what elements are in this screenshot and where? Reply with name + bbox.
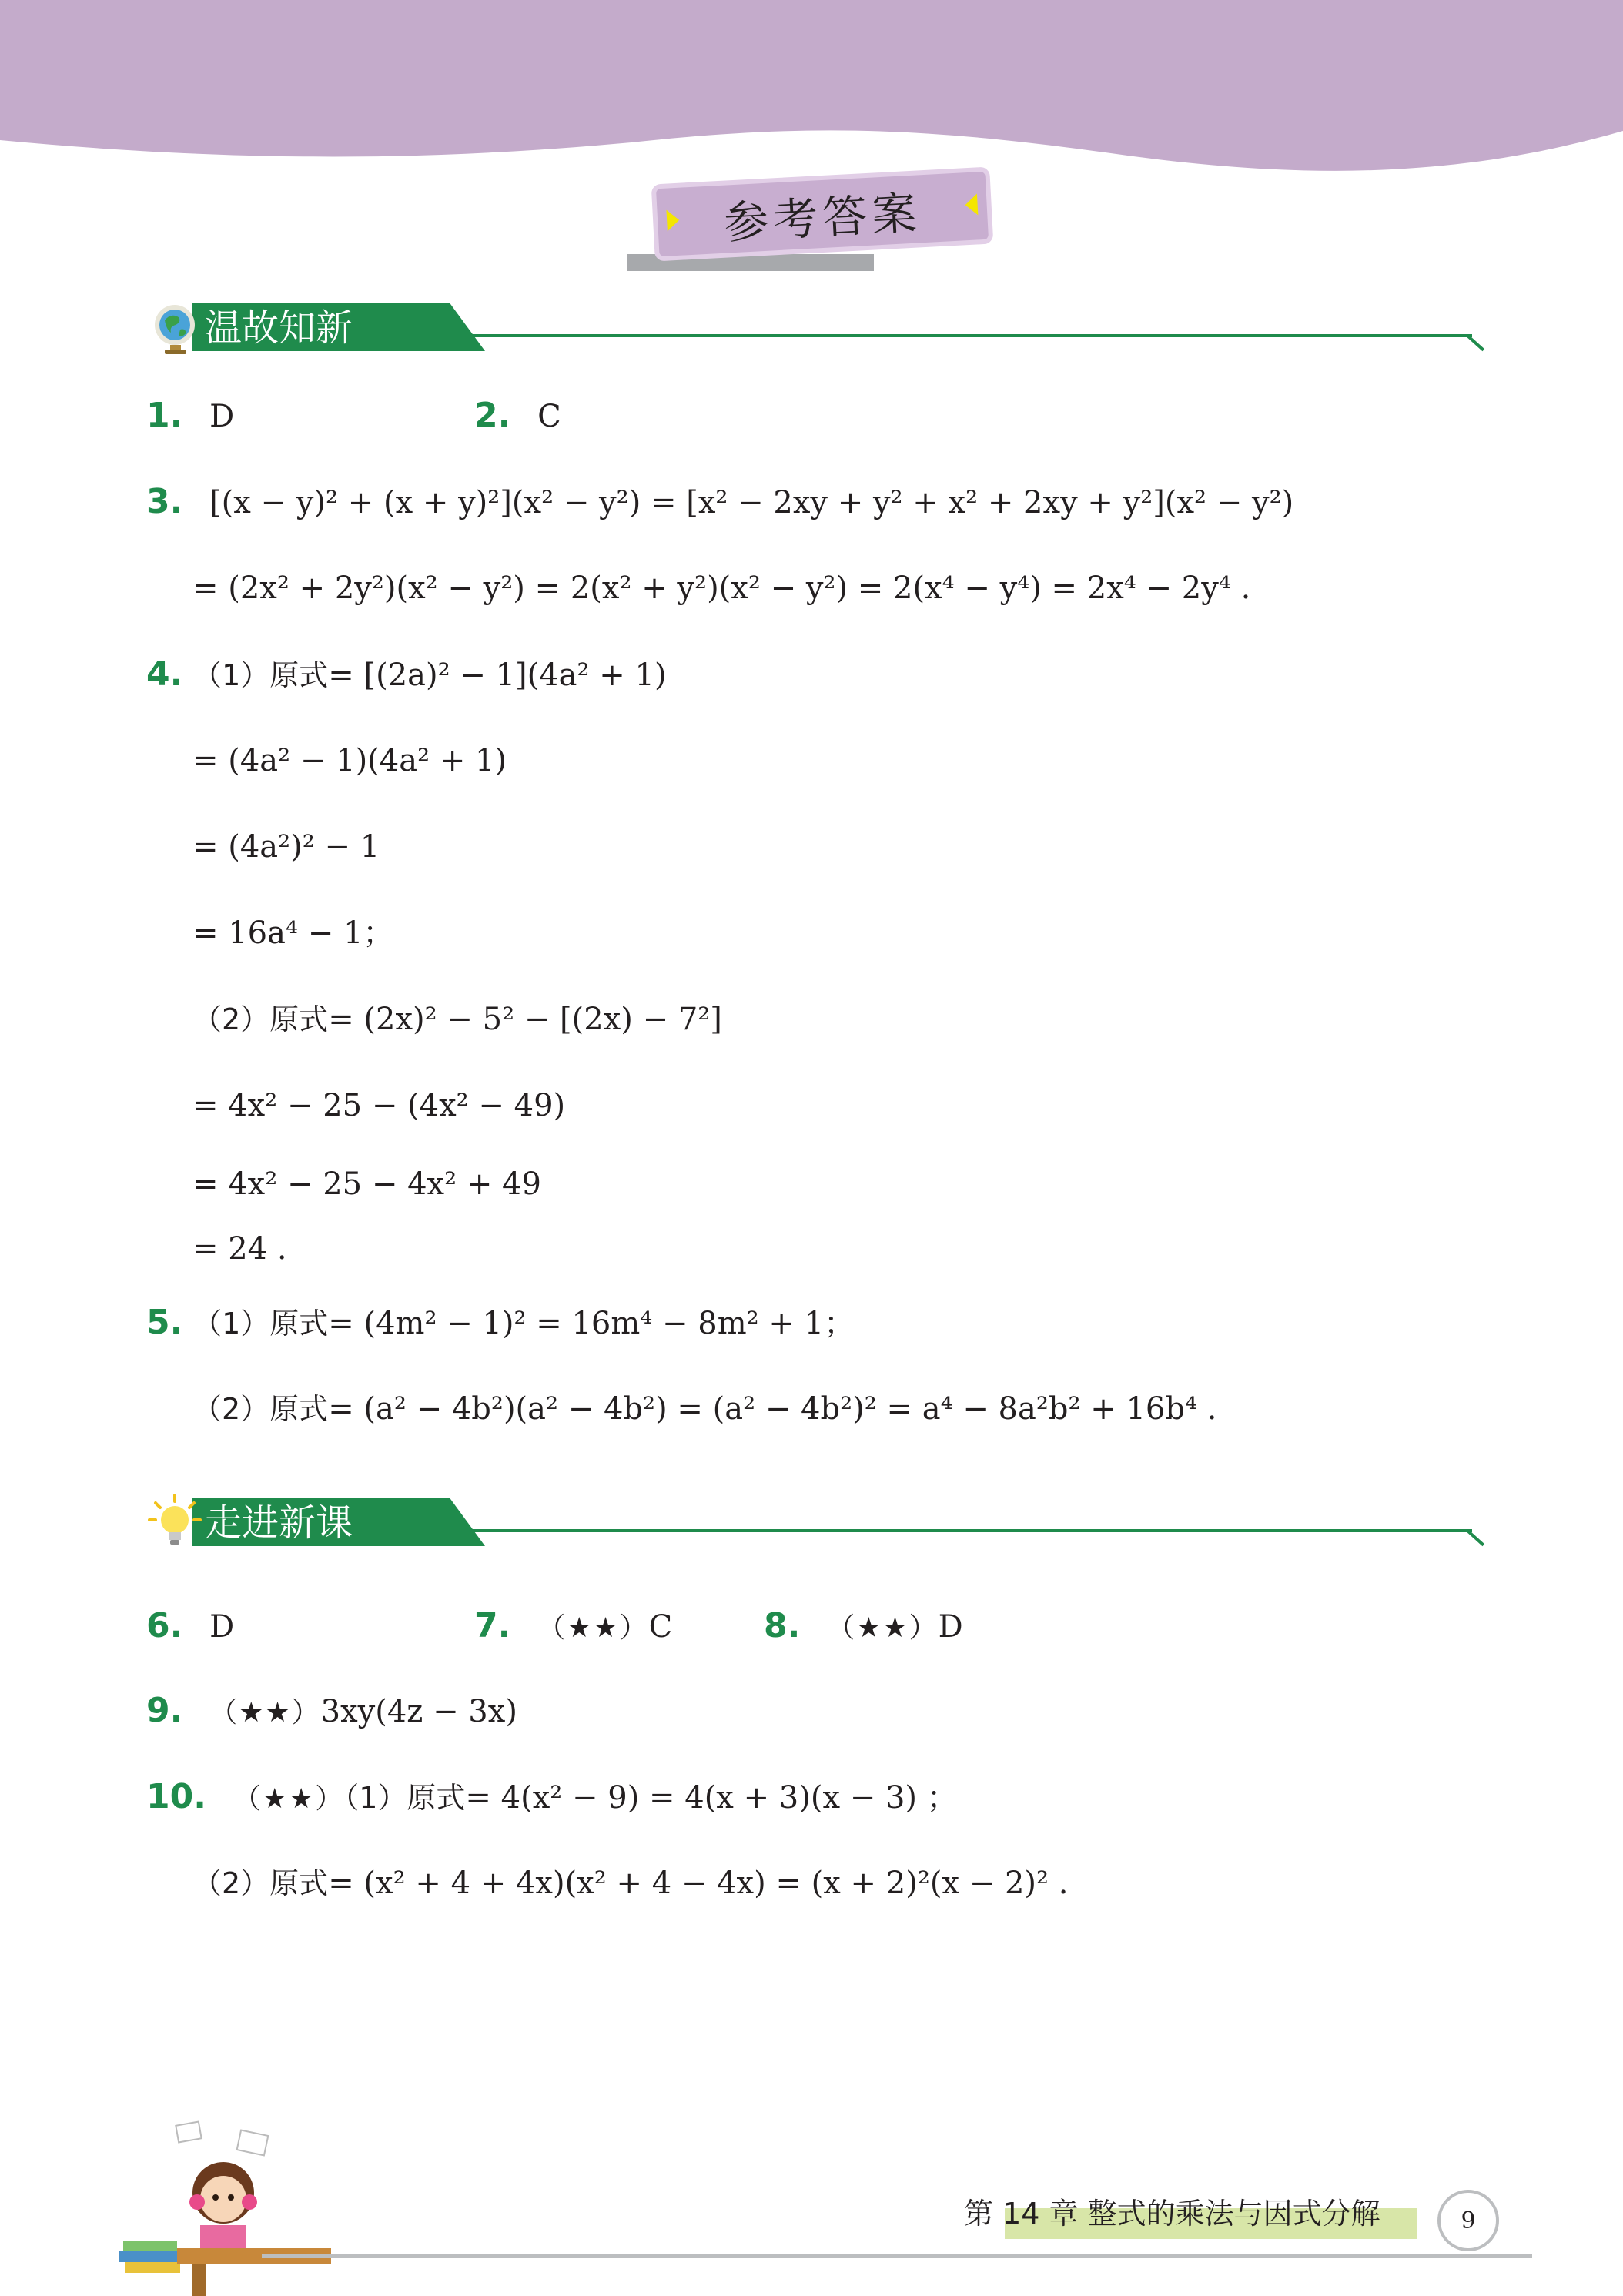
answer-number: 6. <box>146 1606 183 1645</box>
answer-number: 9. <box>146 1691 183 1730</box>
header-wave <box>0 0 1623 185</box>
answer-text: C <box>537 399 561 434</box>
answer-number: 7. <box>474 1606 511 1645</box>
section-header-new-lesson <box>146 1495 1478 1549</box>
answer-number: 5. <box>146 1303 183 1342</box>
answer-4-step: = (4a²)² − 1 <box>192 829 380 865</box>
part-label: （1）原式 <box>192 1307 329 1340</box>
section-rule-end <box>1467 1530 1484 1547</box>
answer-text: = 4(x² − 9) = 4(x + 3)(x − 3) ； <box>465 1780 958 1816</box>
globe-icon <box>146 299 203 356</box>
girl-reading-illustration <box>108 2110 331 2296</box>
part-label: （2）原式 <box>192 1866 329 1900</box>
answer-text: = (x² + 4 + 4x)(x² + 4 − 4x) = (x + 2)²(x − 2)² . <box>328 1866 1069 1901</box>
answer-6 <box>146 1608 234 1645</box>
answer-text: C <box>648 1609 673 1645</box>
answer-text: [(x − y)² + (x + y)²](x² − y²) = [x² − 2xy + y² + x² + 2xy + y²](x² − y²) <box>209 485 1294 520</box>
answer-4-step: = (4a² − 1)(4a² + 1) <box>192 743 507 778</box>
part-label: （2）原式 <box>192 1392 329 1426</box>
answer-number: 8. <box>764 1606 801 1645</box>
answer-text: = (4m² − 1)² = 16m⁴ − 8m² + 1； <box>328 1306 855 1341</box>
answer-10-part-2 <box>192 1865 1069 1902</box>
answer-4-step: = 16a⁴ − 1； <box>192 915 394 951</box>
section-rule <box>436 334 1472 337</box>
difficulty-stars: （★★） <box>209 1697 321 1729</box>
answer-4-part-2 <box>192 1001 722 1038</box>
section-rule <box>436 1529 1472 1532</box>
section-header-review <box>146 300 1478 354</box>
lightbulb-icon <box>146 1494 203 1551</box>
section-title: 走进新课 <box>205 1501 353 1545</box>
section-rule-end <box>1467 335 1484 352</box>
answer-text: = [(2a)² − 1](4a² + 1) <box>328 658 667 693</box>
answer-8 <box>764 1608 963 1647</box>
answer-text: = (a² − 4b²)(a² − 4b²) = (a² − 4b²)² = a⁴ − 8a²b² + 16b⁴ . <box>328 1391 1217 1427</box>
footer-rule <box>262 2254 1532 2258</box>
answer-number: 4. <box>146 654 183 694</box>
badge-right-arrow <box>965 193 978 216</box>
answer-5-part-2 <box>192 1391 1216 1427</box>
answer-number: 2. <box>474 396 511 435</box>
answer-9 <box>146 1692 517 1732</box>
part-label: （2）原式 <box>192 1002 329 1036</box>
answer-number: 1. <box>146 396 183 435</box>
part-label: （1）原式 <box>192 658 329 692</box>
page-title: 参考答案 <box>722 186 922 249</box>
answer-text: D <box>938 1609 963 1645</box>
badge-left-arrow <box>666 209 679 232</box>
answer-text: 3xy(4z − 3x) <box>320 1694 517 1729</box>
answer-4 <box>146 656 667 694</box>
page-number: 9 <box>1437 2190 1499 2251</box>
answer-4-step: = 4x² − 25 − (4x² − 49) <box>192 1088 566 1123</box>
difficulty-stars: （★★） <box>827 1612 939 1644</box>
section-title: 温故知新 <box>205 306 353 350</box>
chapter-title: 第 14 章 整式的乘法与因式分解 <box>964 2197 1380 2231</box>
answer-text: = (2x)² − 5² − [(2x) − 7²] <box>328 1002 722 1037</box>
answer-7 <box>474 1608 672 1647</box>
answer-3-continued: = (2x² + 2y²)(x² − y²) = 2(x² + y²)(x² − y²) = 2(x⁴ − y⁴) = 2x⁴ − 2y⁴ . <box>192 571 1251 606</box>
answer-4-step: = 4x² − 25 − 4x² + 49 <box>192 1166 541 1202</box>
answer-1 <box>146 397 234 435</box>
answer-number: 10. <box>146 1777 206 1816</box>
answer-3 <box>146 484 1293 521</box>
answer-2 <box>474 397 561 435</box>
answer-4-step: = 24 . <box>192 1231 287 1267</box>
answer-5 <box>146 1304 855 1342</box>
difficulty-stars: （★★） <box>233 1783 345 1815</box>
answer-text: D <box>209 1609 235 1645</box>
difficulty-stars: （★★） <box>537 1612 649 1644</box>
answer-text: D <box>209 399 235 434</box>
answer-number: 3. <box>146 482 183 521</box>
answer-10 <box>146 1779 958 1818</box>
part-label: （1）原式 <box>344 1781 466 1815</box>
